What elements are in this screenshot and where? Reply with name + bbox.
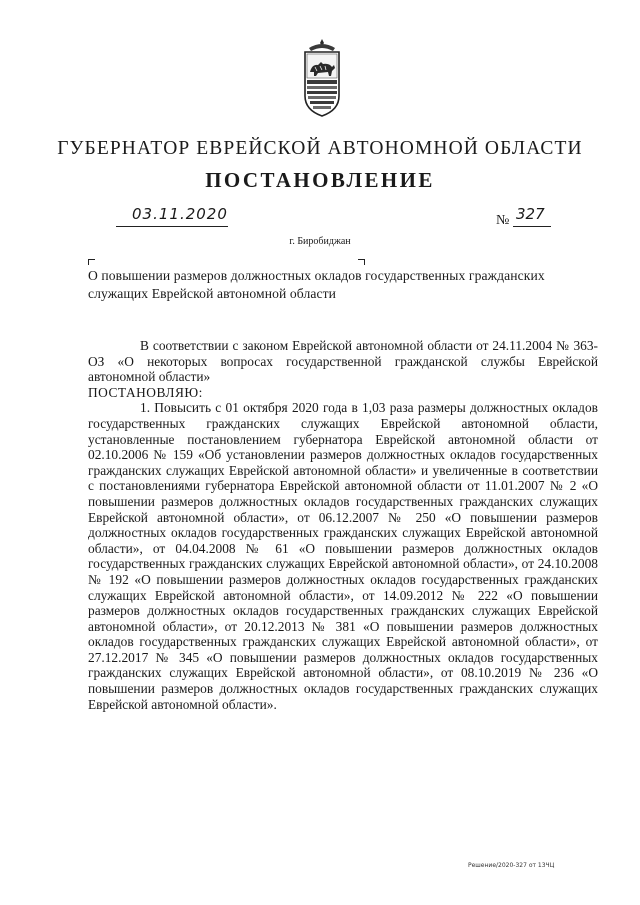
number-underline <box>513 226 551 227</box>
document-subject: О повышении размеров должностных окладов государственных гражданских служащих Еврейской автономной области <box>88 268 545 301</box>
preamble-paragraph: В соответствии с законом Еврейской автономной области от 24.11.2004 № 363-ОЗ «О некоторых вопросах государственной гражданской службы Еврейской автономной области» <box>88 338 598 385</box>
city-label: г. Биробиджан <box>289 236 351 247</box>
number-label: № <box>496 213 510 228</box>
subject-corner-left <box>88 259 95 265</box>
document-body <box>88 338 598 712</box>
date-underline <box>116 226 228 227</box>
subject-corner-right <box>358 259 365 265</box>
decree-word: ПОСТАНОВЛЯЮ: <box>88 384 203 400</box>
document-date: 03.11.2020 <box>132 205 228 223</box>
item-1-paragraph: 1. Повысить с 01 октября 2020 года в 1,03 раза размеры должностных окладов государственных гражданских служащих Еврейской автономной области, установленные постановлением губернатора Еврейской автономной области от 02.10.2006 № 159 «Об установлении размеров должностных окладов государственных гражданских служащих Еврейской автономной области» и увеличенные в соответствии с постановлениями губернатора Еврейской автономной области от 11.01.2007 № 2 «О повышении размеров должностных окладов государственных гражданских служащих Еврейской автономной области», от 06.12.2007 № 250 «О повышении размеров должностных окладов государственных гражданских служащих Еврейской автономной области», от 04.04.2008 № 61 «О повышении размеров должностных окладов государственных гражданских служащих Еврейской автономной области», от 24.10.2008 № 192 «О повышении размеров должностных окладов государственных гражданских служащих Еврейской автономной области», от 14.09.2012 № 222 «О повышении размеров должностных окладов государственных гражданских служащих Еврейской автономной области», от 20.12.2013 № 381 «О повышении размеров должностных окладов государственных гражданских служащих Еврейской автономной области», от 27.12.2017 № 345 «О повышении размеров должностных окладов государственных гражданских служащих Еврейской автономной области», от 08.10.2019 № 236 «О повышении размеров должностных окладов государственных гражданских служащих Еврейской автономной области». <box>88 400 598 712</box>
document-type-title: ПОСТАНОВЛЕНИЕ <box>205 168 435 192</box>
document-number: 327 <box>516 205 545 223</box>
footer-reference: Решение/2020-327 от 13ЧЦ <box>468 862 555 869</box>
issuing-authority: ГУБЕРНАТОР ЕВРЕЙСКОЙ АВТОНОМНОЙ ОБЛАСТИ <box>57 138 583 159</box>
coat-of-arms-icon <box>301 38 343 118</box>
